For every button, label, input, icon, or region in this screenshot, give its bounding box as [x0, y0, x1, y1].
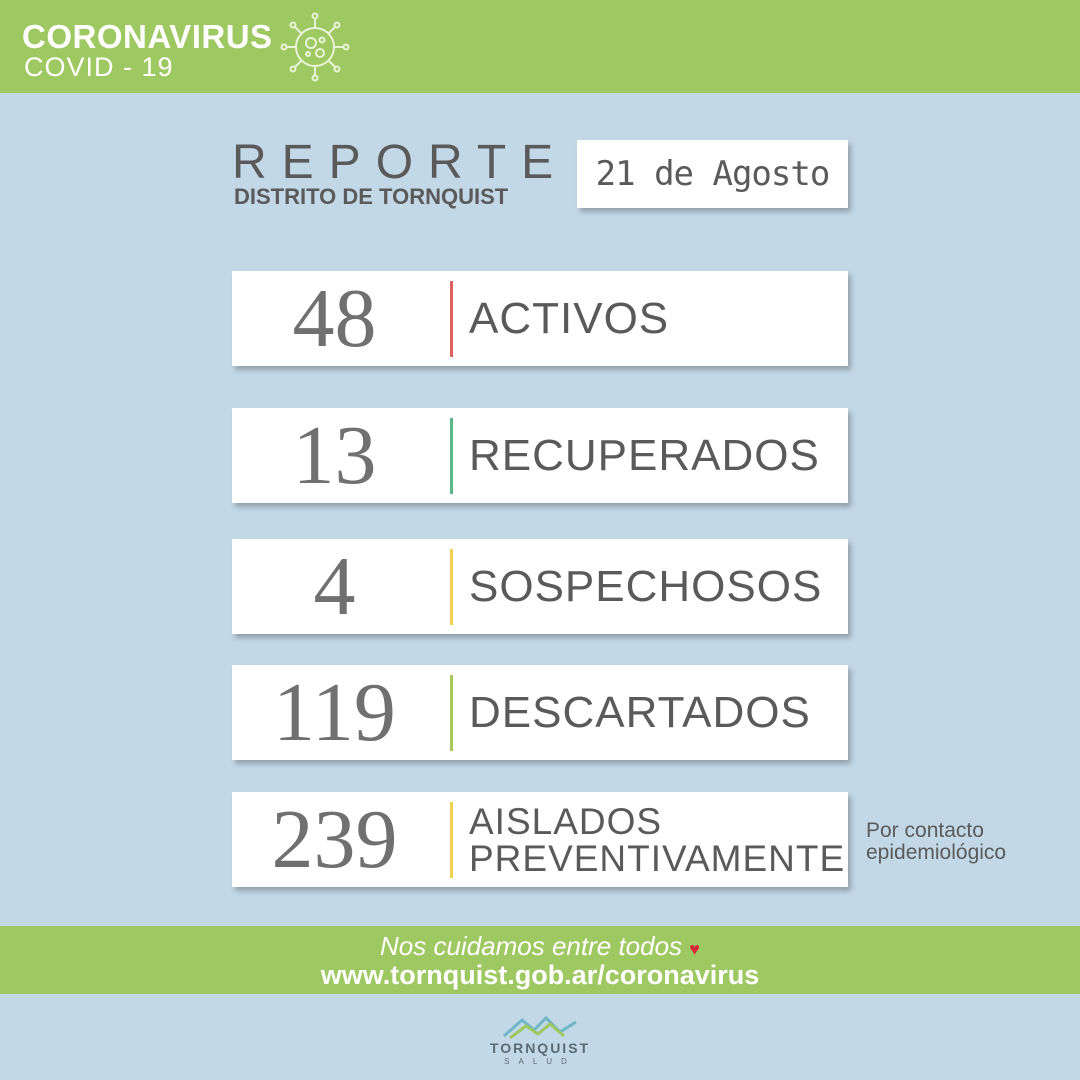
stat-value: 48 [292, 272, 377, 365]
footer-bar [0, 926, 1080, 994]
side-note-line1: Por contacto [866, 819, 984, 842]
stat-value: 119 [273, 666, 396, 759]
report-date: 21 de Agosto [595, 154, 830, 194]
stat-label: DESCARTADOS [469, 687, 811, 737]
stat-card-sospechosos [232, 539, 848, 634]
side-note-line2: epidemiológico [866, 841, 1007, 864]
stat-label-line2: PREVENTIVAMENTE [469, 837, 846, 879]
date-box [577, 140, 848, 208]
logo-subtitle: SALUD [504, 1057, 576, 1066]
header-bar [0, 0, 1080, 93]
logo-name: TORNQUIST [489, 1040, 591, 1056]
stat-label [469, 792, 845, 887]
mountains-icon [502, 1012, 578, 1040]
header-title: CORONAVIRUS [22, 18, 273, 55]
stat-card-descartados [232, 665, 848, 760]
stat-divider [450, 802, 453, 878]
side-note [866, 820, 1006, 864]
stat-card-recuperados [232, 408, 848, 503]
report-title: REPORTE [232, 136, 569, 189]
stat-value: 239 [271, 793, 398, 886]
header-subtitle: COVID - 19 [24, 52, 174, 82]
report-subtitle: DISTRITO DE TORNQUIST [234, 184, 509, 209]
virus-icon [278, 10, 352, 84]
stat-value: 13 [292, 409, 377, 502]
stat-value: 4 [313, 540, 356, 633]
stat-label: SOSPECHOSOS [469, 561, 823, 611]
website-link[interactable]: www.tornquist.gob.ar/coronavirus [320, 960, 760, 990]
stat-card-activos [232, 271, 848, 366]
stat-label: RECUPERADOS [469, 430, 820, 480]
stat-divider [450, 281, 453, 357]
tornquist-logo [480, 1010, 600, 1070]
stat-card-aislados [232, 792, 848, 887]
stat-label-line1: AISLADOS [469, 800, 663, 842]
stat-divider [450, 418, 453, 494]
stat-divider [450, 549, 453, 625]
slogan-text: Nos cuidamos entre todos [380, 931, 683, 961]
heart-icon: ♥ [689, 939, 700, 959]
stat-label: ACTIVOS [469, 293, 670, 343]
stat-divider [450, 675, 453, 751]
